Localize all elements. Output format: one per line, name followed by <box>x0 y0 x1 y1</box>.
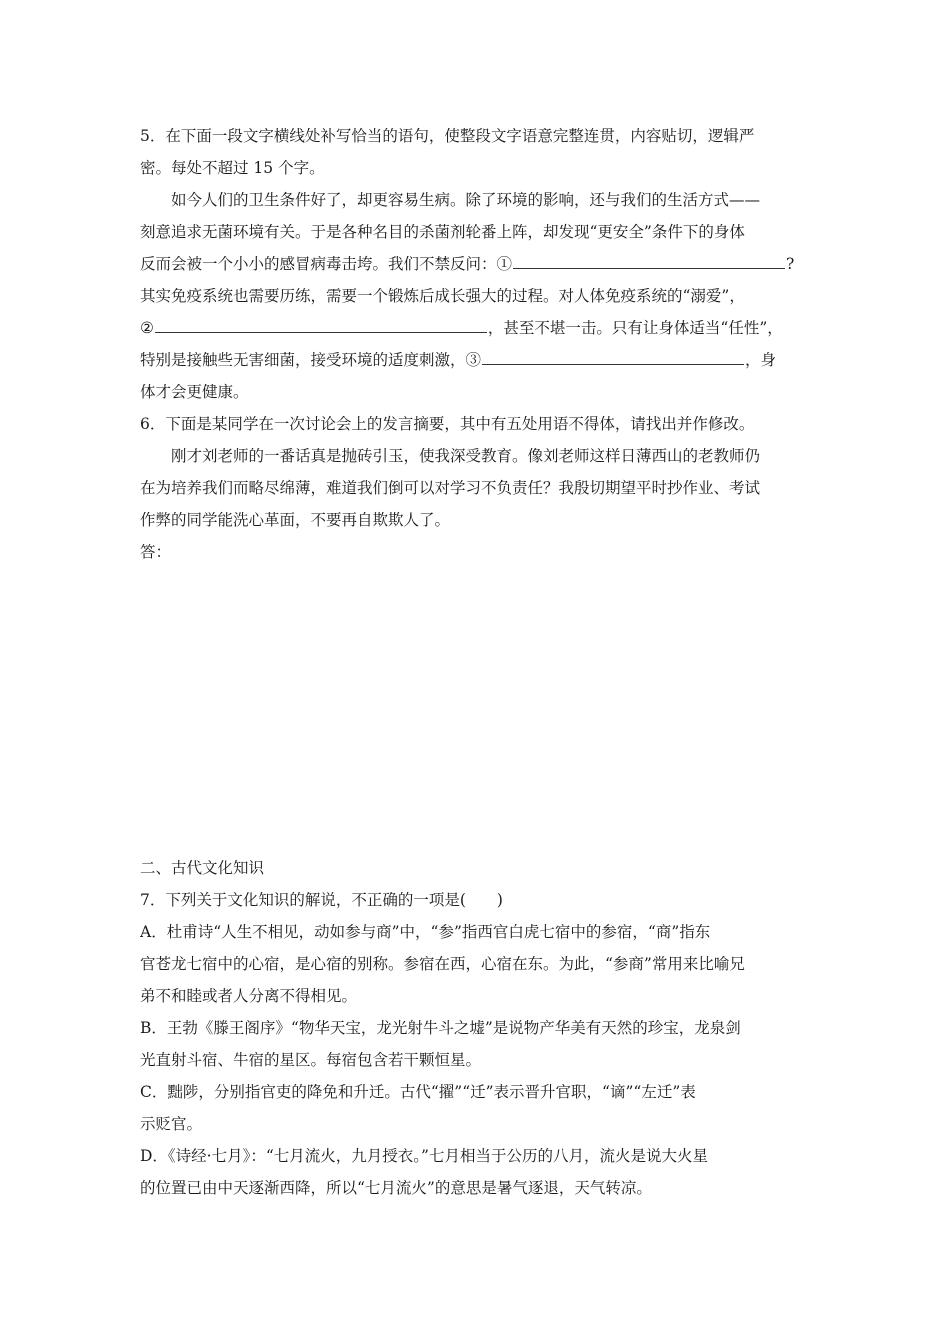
q5-blank-1[interactable] <box>513 250 785 269</box>
q7-option-a-line-1[interactable]: A．杜甫诗“人生不相见，动如参与商”中，“参”指西官白虎七宿中的参宿，“商”指东 <box>140 923 711 941</box>
q7-option-b-line-1[interactable]: B．王勃《滕王阁序》“物华天宝，龙光射牛斗之墟”是说物产华美有天然的珍宝，龙泉剑 <box>140 1019 741 1037</box>
q5-blank-3[interactable] <box>482 346 744 365</box>
q5-passage-line-4: 其实免疫系统也需要历练，需要一个锻炼后成长强大的过程。对人体免疫系统的“溺爱”， <box>140 287 745 305</box>
q5-passage-line-7: 体才会更健康。 <box>140 383 249 401</box>
q7-option-c-line-1[interactable]: C．黜陟，分别指官吏的降免和升迁。古代“擢”“迁”表示晋升官职，“谪”“左迁”表 <box>140 1083 696 1101</box>
q6-answer-area[interactable] <box>140 568 820 852</box>
q5-passage-line-5-text: ，甚至不堪一击。只有让身体适当“任性”， <box>487 319 783 337</box>
q5-passage-line-1: 如今人们的卫生条件好了，却更容易生病。除了环境的影响，还与我们的生活方式—— <box>171 191 761 209</box>
q6-passage-line-2: 在为培养我们而略尽绵薄，难道我们倒可以对学习不负责任？我殷切期望平时抄作业、考试 <box>140 479 761 497</box>
q5-passage-line-2: 刻意追求无菌环境有关。于是各种名目的杀菌剂轮番上阵，却发现“更安全”条件下的身体 <box>140 223 745 241</box>
q5-passage-line-5 <box>140 312 820 344</box>
q7-option-a-line-2: 官苍龙七宿中的心宿，是心宿的别称。参宿在西，心宿在东。为此，“参商”常用来比喻兄 <box>140 955 745 973</box>
q5-stem-line-1: 5．在下面一段文字横线处补写恰当的语句，使整段文字语意完整连贯，内容贴切，逻辑严 <box>140 127 755 145</box>
q5-stem-line-2: 密。每处不超过 15 个字。 <box>140 159 325 177</box>
q7-option-c-line-2: 示贬官。 <box>140 1115 203 1133</box>
q6-answer-label: 答： <box>140 543 172 561</box>
q5-passage-line-5-marker: ② <box>140 319 154 337</box>
q6-stem: 6．下面是某同学在一次讨论会上的发言摘要，其中有五处用语不得体，请找出并作修改。 <box>140 415 755 433</box>
q5-passage-line-3 <box>140 248 820 280</box>
q5-passage-line-6-end: ，身 <box>745 351 777 369</box>
q5-passage-line-6-text: 特别是接触些无害细菌，接受环境的适度刺激，③ <box>140 351 482 369</box>
question-5 <box>140 120 820 408</box>
q7-stem: 7．下列关于文化知识的解说，不正确的一项是( ) <box>140 891 503 909</box>
q7-option-a-line-3: 弟不和睦或者人分离不得相见。 <box>140 987 358 1005</box>
question-6 <box>140 408 820 852</box>
q5-passage-line-3-text: 反而会被一个小小的感冒病毒击垮。我们不禁反问：① <box>140 255 513 273</box>
section-2-title: 二、古代文化知识 <box>140 859 265 877</box>
q6-passage-line-1: 刚才刘老师的一番话真是抛砖引玉，使我深受教育。像刘老师这样日薄西山的老教师仍 <box>171 447 761 465</box>
q7-option-d-line-2: 的位置已由中天逐渐西降，所以“七月流火”的意思是暑气逐退，天气转凉。 <box>140 1179 652 1197</box>
q5-passage-line-6 <box>140 344 820 376</box>
document-page <box>140 120 820 1204</box>
question-7 <box>140 884 820 1204</box>
q7-option-d-line-1[interactable]: D．《诗经·七月》：“七月流火，九月授衣。”七月相当于公历的八月，流火是说大火星 <box>140 1147 708 1165</box>
q5-blank-2[interactable] <box>155 314 487 333</box>
q6-passage-line-3: 作弊的同学能洗心革面，不要再自欺欺人了。 <box>140 511 451 529</box>
q5-passage-line-3-end: ? <box>786 255 795 273</box>
q7-option-b-line-2: 光直射斗宿、牛宿的星区。每宿包含若干颗恒星。 <box>140 1051 482 1069</box>
